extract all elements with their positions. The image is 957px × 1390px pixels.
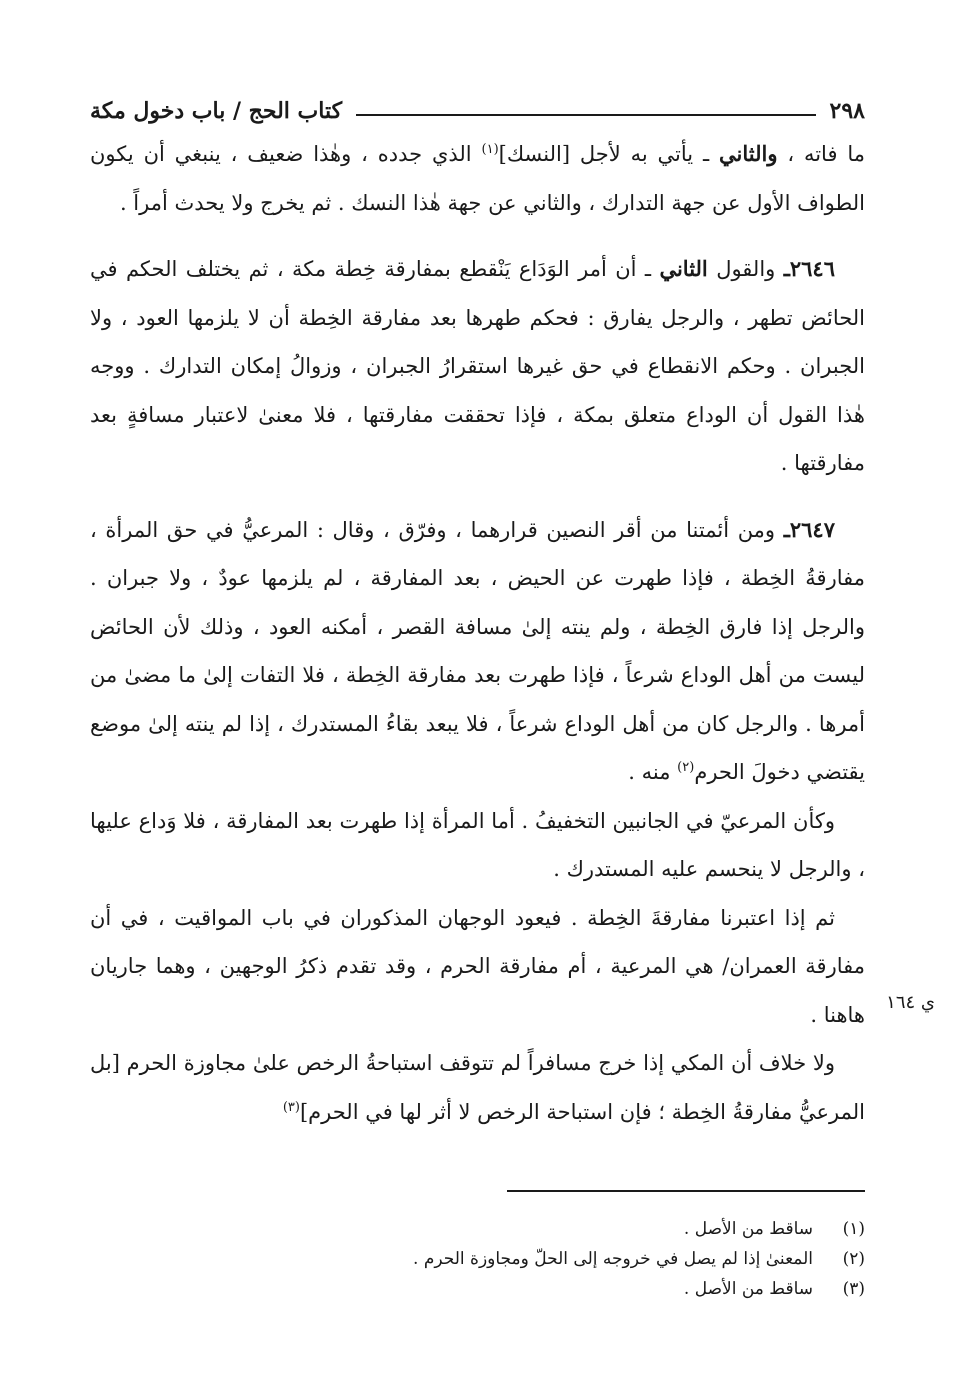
text-run: وكأن المرعيّ في الجانبين التخفيفُ . أما المرأة إذا طهرت بعد المفارقة ، فلا وَداع عليها ، والرجل لا ينحسم عليه المستدرك . bbox=[90, 808, 865, 881]
text-run: منه . bbox=[628, 760, 678, 784]
text-run: ومن أئمتنا من أقر النصين قرارهما ، وفرّق ، وقال : المرعيُّ في حق المرأة ، مفارقةُ الخِطة ، فإذا طهرت عن الحيض ، بعد المفارقة ، لم يلزمها عودٌ ، ولا جبران . والرجل إذا فارق الخِطة ، ولم ينته إلىٰ مسافة القصر ، أمكنه العود ، وذلك لأن الحائض ليست من أهل الوداع شرعاً ، فإذا طهرت بعد مفارقة الخِطة ، فلا التفات إلىٰ ما مضىٰ من أمرها . والرجل كان من أهل الوداع شرعاً ، فلا يبعد بقاءُ المستدرك ، إذا لم ينته إلىٰ موضع يقتضي دخولَ الحرم bbox=[90, 517, 865, 784]
text-run: ـ أن أمر الوَدَاع يَنْقطع بمفارقة خِطة مكة ، ثم يختلف الحكم في الحائض تطهر ، والرجل يفارق : فحكم طهرها بعد مفارقة الخِطة أن لا يلزمها العود ، ولا الجبران . وحكم الانقطاع في حق غيرها استقرارُ الجبران ، وزوالُ إمكان التدارك . ووجه هٰذا القول أن الوداع متعلق بمكة ، فإذا تحققت مفارقتها ، فلا معنىٰ لاعتبار مسافةٍ بعد مفارقتها . bbox=[90, 257, 865, 475]
paragraph-5 bbox=[90, 894, 865, 1040]
paragraph-number: ٢٦٤٦ـ bbox=[783, 256, 835, 281]
main-text bbox=[90, 130, 865, 1136]
emphasis: والثاني bbox=[719, 141, 778, 166]
text-run: ما فاته ، bbox=[777, 142, 865, 166]
footnote-text: المعنىٰ إذا لم يصل في خروجه إلى الحلّ ومجاوزة الحرم . bbox=[413, 1249, 813, 1269]
footnote-number: (٢) bbox=[842, 1249, 865, 1269]
footnote-text: ساقط من الأصل . bbox=[683, 1219, 813, 1239]
footnotes bbox=[90, 1214, 865, 1304]
footnote-item bbox=[90, 1244, 865, 1274]
running-title: كتاب الحج / باب دخول مكة bbox=[90, 98, 343, 124]
paragraph-1 bbox=[90, 130, 865, 227]
paragraph-2647 bbox=[90, 506, 865, 797]
footnote-separator bbox=[507, 1190, 865, 1192]
footnote-item bbox=[90, 1214, 865, 1244]
text-run: والقول bbox=[707, 257, 784, 281]
header-rule bbox=[356, 114, 815, 116]
footnote-text: ساقط من الأصل . bbox=[683, 1279, 813, 1299]
footnote-marker[interactable]: (٢) bbox=[677, 760, 695, 775]
footnote-item bbox=[90, 1274, 865, 1304]
text-run: ـ يأتي به لأجل [النسك] bbox=[498, 142, 719, 166]
running-header bbox=[90, 88, 865, 124]
paragraph-4 bbox=[90, 797, 865, 894]
text-run: ولا خلاف أن المكي إذا خرج مسافراً لم تتوقف استباحةُ الرخص علىٰ مجاوزة الحرم [بل المرعيُّ مفارقةُ الخِطة ؛ فإن استباحة الرخص لا أثر لها في الحرم] bbox=[90, 1051, 865, 1124]
text-run: ثم إذا اعتبرنا مفارقةَ الخِطة . فيعود الوجهان المذكوران في باب المواقيت ، في أن مفارقة العمران/ هي المرعية ، أم مفارقة الحرم ، وقد تقدم ذكرُ الوجهين ، وهما جاريان هاهنا . bbox=[90, 905, 865, 1027]
paragraph-6 bbox=[90, 1039, 865, 1136]
paragraph-2646 bbox=[90, 245, 865, 488]
page-number: ٢٩٨ bbox=[829, 98, 865, 124]
emphasis: الثاني bbox=[659, 256, 708, 281]
footnote-marker[interactable]: (٣) bbox=[282, 1099, 300, 1115]
text-run: الذي جدده ، وهٰذا ضعيف ، ينبغي أن يكون الطواف الأول عن جهة التدارك ، والثاني عن جهة هٰذا النسك . ثم يخرج ولا يحدث أمراً . bbox=[90, 142, 865, 215]
footnote-number: (٣) bbox=[842, 1279, 865, 1299]
margin-folio-reference: ي ١٦٤ bbox=[886, 992, 935, 1013]
paragraph-number: ٢٦٤٧ـ bbox=[783, 516, 835, 542]
footnote-marker[interactable]: (١) bbox=[481, 142, 499, 157]
footnote-number: (١) bbox=[842, 1219, 865, 1239]
